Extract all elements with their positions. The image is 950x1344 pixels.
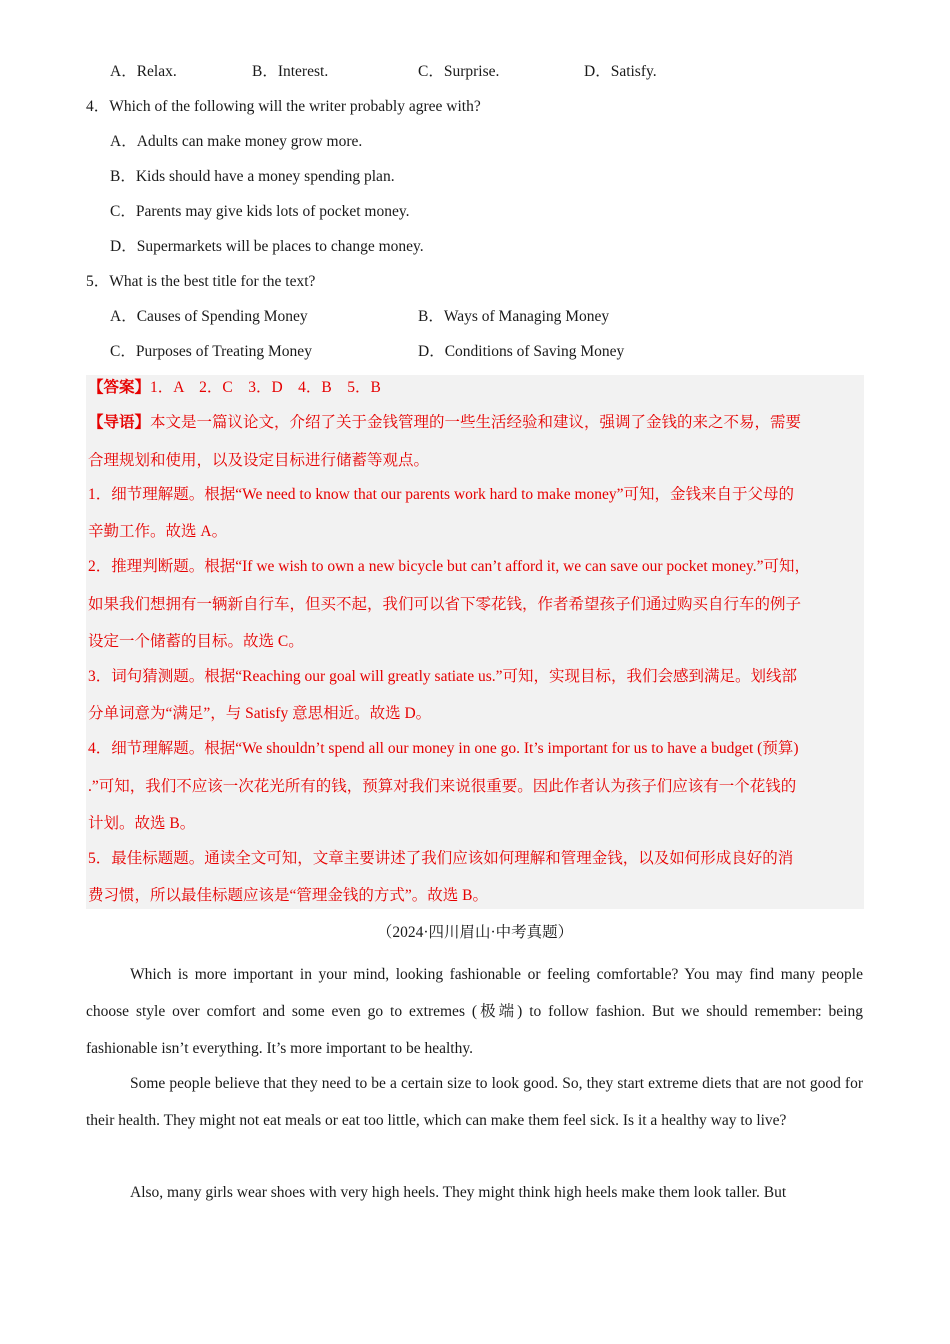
q4-stem: 4．Which of the following will the writer probably agree with?: [86, 98, 481, 115]
q3-option-c: C．Surprise.: [418, 63, 500, 80]
guide-tag: 【导语】: [88, 414, 151, 431]
q5-option-a: A．Causes of Spending Money: [110, 308, 308, 325]
explanation-4-line-1: 4．细节理解题。根据“We shouldn’t spend all our money in one go. It’s important for us to have a budget (预算): [88, 740, 799, 757]
explanation-3-line-1: 3．词句猜测题。根据“Reaching our goal will greatly satiate us.”可知，实现目标，我们会感到满足。划线部: [88, 668, 798, 685]
explanation-4-line-2: .”可知，我们不应该一次花光所有的钱，预算对我们来说很重要。因此作者认为孩子们应该有一个花钱的: [88, 778, 797, 795]
explanation-1-line-1: 1．细节理解题。根据“We need to know that our parents work hard to make money”可知，金钱来自于父母的: [88, 486, 795, 503]
explanation-2-line-2: 如果我们想拥有一辆新自行车，但买不起，我们可以省下零花钱，作者希望孩子们通过购买自行车的例子: [88, 596, 802, 613]
passage-paragraph-3: Also, many girls wear shoes with very high heels. They might think high heels make them look taller. But: [130, 1184, 787, 1201]
q5-option-c: C．Purposes of Treating Money: [110, 343, 312, 360]
q5-option-d: D．Conditions of Saving Money: [418, 343, 625, 360]
q5-stem: 5．What is the best title for the text?: [86, 273, 316, 290]
explanation-1-line-2: 辛勤工作。故选 A。: [88, 523, 228, 540]
explanation-5-line-2: 费习惯，所以最佳标题应该是“管理金钱的方式”。故选 B。: [88, 887, 488, 904]
q4-option-c: C．Parents may give kids lots of pocket money.: [110, 203, 410, 220]
q4-option-a: A．Adults can make money grow more.: [110, 133, 363, 150]
explanation-3-line-2: 分单词意为“满足”，与 Satisfy 意思相近。故选 D。: [88, 705, 432, 722]
q3-option-a: A．Relax.: [110, 63, 177, 80]
answer-tag: 【答案】: [88, 379, 151, 396]
answer-line: [88, 377, 381, 399]
source-citation: （2024·四川眉山·中考真题）: [376, 924, 574, 941]
q4-option-b: B．Kids should have a money spending plan.: [110, 168, 395, 185]
q4-option-d: D．Supermarkets will be places to change money.: [110, 238, 424, 255]
passage-paragraph-2: Some people believe that they need to be a certain size to look good. So, they start extreme diets that are not good for their health. They might not eat meals or eat too little, which can make them feel sick. Is it a healthy way to live?: [86, 1075, 863, 1129]
explanation-2-line-1: 2．推理判断题。根据“If we wish to own a new bicycle but can’t afford it, we can save our pocket money.”可知，: [88, 558, 810, 575]
passage-paragraph-1: Which is more important in your mind, looking fashionable or feeling comfortable? You may find many people choose style over comfort and some even go to extremes (极端) to follow fashion. But we should remember: being fashionable isn’t everything. It’s more important to be healthy.: [86, 966, 863, 1057]
guide-line-2: 合理规划和使用，以及设定目标进行储蓄等观点。: [88, 452, 430, 469]
q3-option-b: B．Interest.: [252, 63, 329, 80]
guide-line-1: [88, 412, 801, 434]
explanation-5-line-1: 5．最佳标题题。通读全文可知，文章主要讲述了我们应该如何理解和管理金钱，以及如何形成良好的消: [88, 850, 794, 867]
answer-text: 1．A 2．C 3．D 4．B 5．B: [150, 379, 381, 396]
explanation-2-line-3: 设定一个储蓄的目标。故选 C。: [88, 633, 304, 650]
q3-option-d: D．Satisfy.: [584, 63, 657, 80]
explanation-4-line-3: 计划。故选 B。: [88, 815, 196, 832]
q5-option-b: B．Ways of Managing Money: [418, 308, 610, 325]
guide-text: 本文是一篇议论文，介绍了关于金钱管理的一些生活经验和建议，强调了金钱的来之不易，需要: [150, 414, 802, 431]
